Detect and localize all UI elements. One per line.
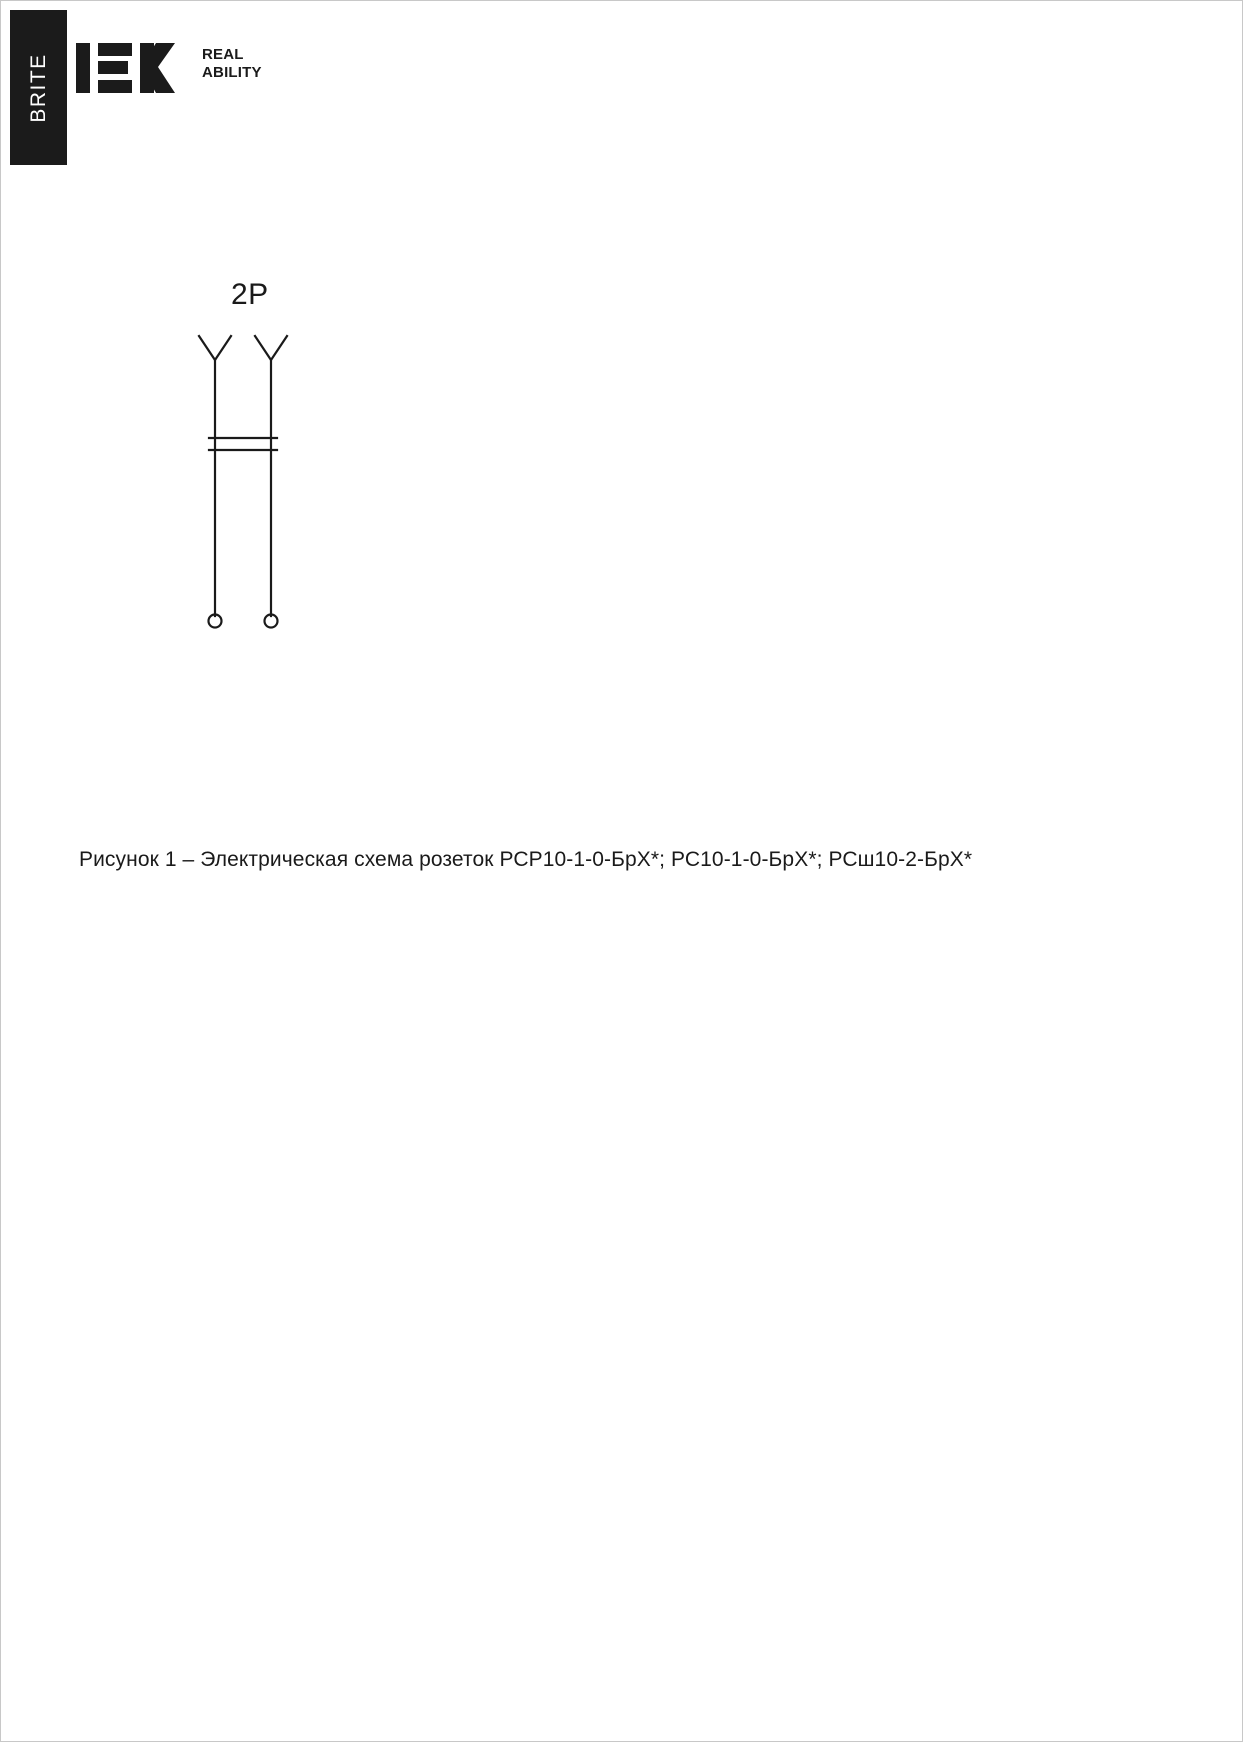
brand-tab (10, 10, 67, 165)
logo (76, 37, 262, 104)
iek-logo-icon (76, 37, 188, 104)
figure-caption: Рисунок 1 – Электрическая схема розеток РСР10-1-0-БрХ*; РС10-1-0-БрХ*; РСш10-2-БрХ* (79, 848, 973, 871)
logo-tagline-line1: REAL (202, 46, 244, 63)
figure-pole-label: 2P (231, 278, 269, 311)
socket-schematic-drawing (151, 256, 411, 656)
brand-tab-label: BRITE (26, 52, 50, 123)
logo-tagline-line2: ABILITY (202, 64, 262, 82)
figure-schematic (151, 256, 471, 656)
logo-tagline (202, 46, 262, 83)
